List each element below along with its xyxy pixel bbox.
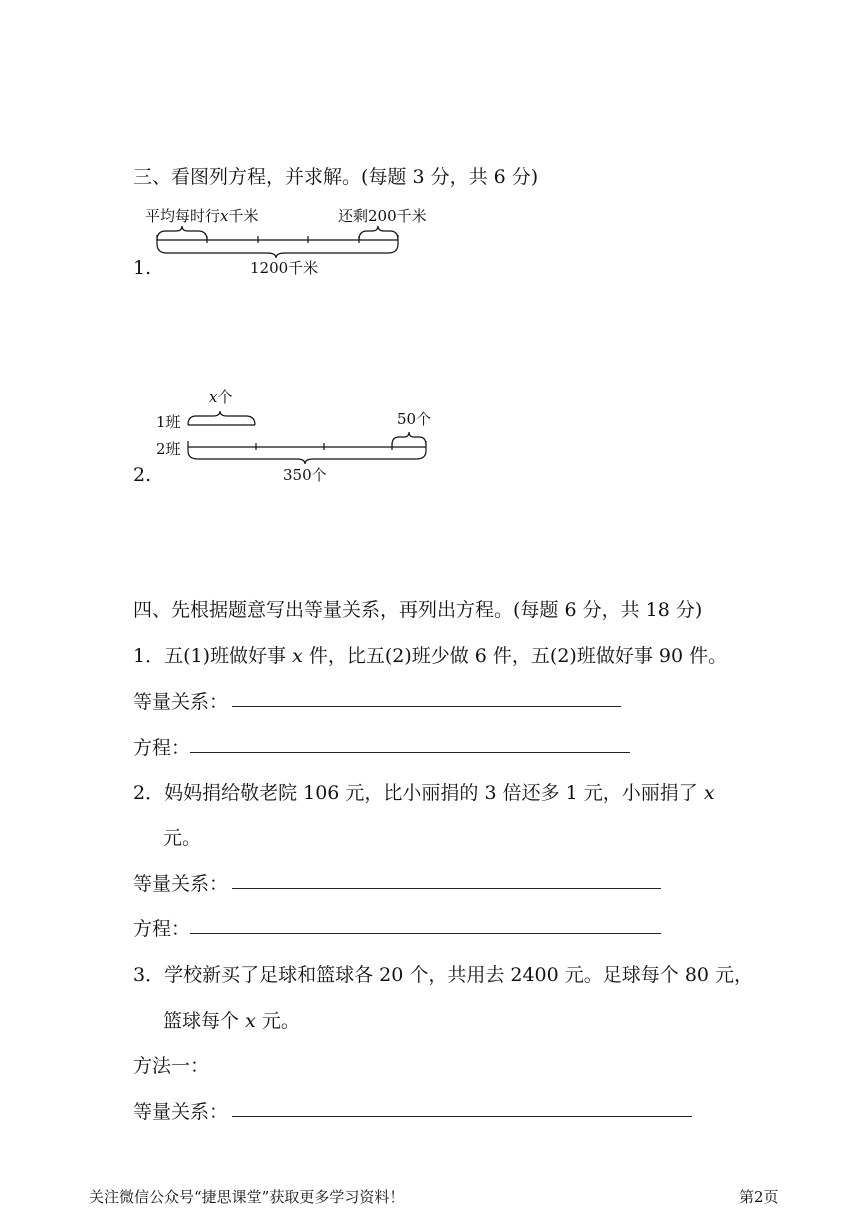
footer-promo: 关注微信公众号“捷思课堂”获取更多学习资料！ <box>89 1188 405 1206</box>
q2-class1-label: 1班 <box>156 413 181 431</box>
s4-q2-line2: 元。 <box>163 827 202 849</box>
q1-number: 1. <box>133 257 152 279</box>
s4-q3-line2: 篮球每个 x 元。 <box>163 1010 300 1032</box>
section4-heading: 四、先根据题意写出等量关系，再列出方程。(每题 6 分，共 18 分) <box>133 599 703 621</box>
q1-total-brace <box>157 244 398 258</box>
q2-x-label: x个 <box>209 388 233 406</box>
s4-q3-method-label: 方法一： <box>133 1055 210 1077</box>
q2-extra-brace <box>392 432 426 445</box>
q1-remaining-label: 还剩200千米 <box>338 207 427 225</box>
s4-q1-equation-label: 方程： <box>133 737 191 759</box>
s4-q2-equation-label: 方程： <box>133 918 191 940</box>
s4-q2-equation-blank[interactable] <box>190 933 661 934</box>
q2-total-brace <box>188 451 426 464</box>
s4-q1-text: 1．五(1)班做好事 x 件，比五(2)班少做 6 件，五(2)班做好事 90 件。 <box>133 645 728 667</box>
q2-number: 2. <box>133 464 152 486</box>
q1-remaining-brace <box>359 226 398 240</box>
s4-q2-relation-blank[interactable] <box>232 888 661 889</box>
s4-q1-relation-label: 等量关系： <box>133 691 229 713</box>
s4-q3-relation-label: 等量关系： <box>133 1101 229 1123</box>
q1-total-label: 1200千米 <box>250 259 319 277</box>
q2-x-brace <box>188 411 255 425</box>
section3-heading: 三、看图列方程，并求解。(每题 3 分，共 6 分) <box>133 166 539 188</box>
s4-q1-equation-blank[interactable] <box>190 752 630 753</box>
s4-q3-line1: 3．学校新买了足球和篮球各 20 个，共用去 2400 元。足球每个 80 元， <box>133 964 754 986</box>
q1-speed-brace <box>157 226 207 240</box>
q2-class2-label: 2班 <box>156 440 181 458</box>
s4-q2-relation-label: 等量关系： <box>133 873 229 895</box>
s4-q2-line1: 2．妈妈捐给敬老院 106 元，比小丽捐的 3 倍还多 1 元，小丽捐了 x <box>133 782 715 804</box>
s4-q1-relation-blank[interactable] <box>232 706 621 707</box>
q2-total-label: 350个 <box>283 466 327 484</box>
page-number: 第2页 <box>739 1188 779 1206</box>
s4-q3-relation-blank[interactable] <box>232 1116 692 1117</box>
q2-extra-label: 50个 <box>397 410 432 428</box>
q1-speed-label: 平均每时行x千米 <box>145 207 259 225</box>
